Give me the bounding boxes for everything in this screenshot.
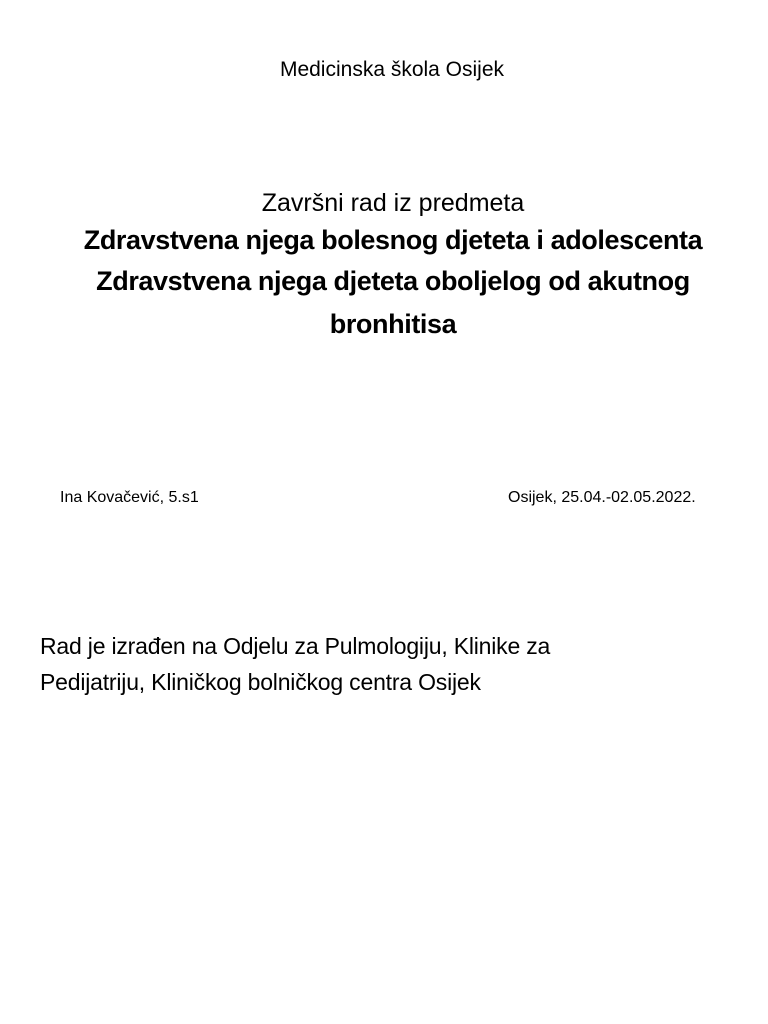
- department-note-line-2: Pedijatriju, Kliničkog bolničkog centra Osijek: [40, 669, 481, 695]
- department-note-line-1: Rad je izrađen na Odjelu za Pulmologiju, Klinike za: [40, 633, 551, 659]
- thesis-title: [20, 260, 766, 346]
- department-note: [40, 628, 680, 700]
- title-block: [20, 186, 766, 346]
- school-name: Medicinska škola Osijek: [279, 58, 505, 81]
- subject-title: Zdravstvena njega bolesnog djeteta i adolescenta: [83, 225, 703, 255]
- thesis-title-line-2: bronhitisa: [329, 309, 457, 339]
- thesis-title-line-1: Zdravstvena njega djeteta oboljelog od akutnog: [96, 266, 690, 296]
- place-date: Osijek, 25.04.-02.05.2022.: [508, 489, 696, 506]
- subject-intro: Završni rad iz predmeta: [261, 189, 525, 217]
- author: Ina Kovačević, 5.s1: [60, 489, 199, 506]
